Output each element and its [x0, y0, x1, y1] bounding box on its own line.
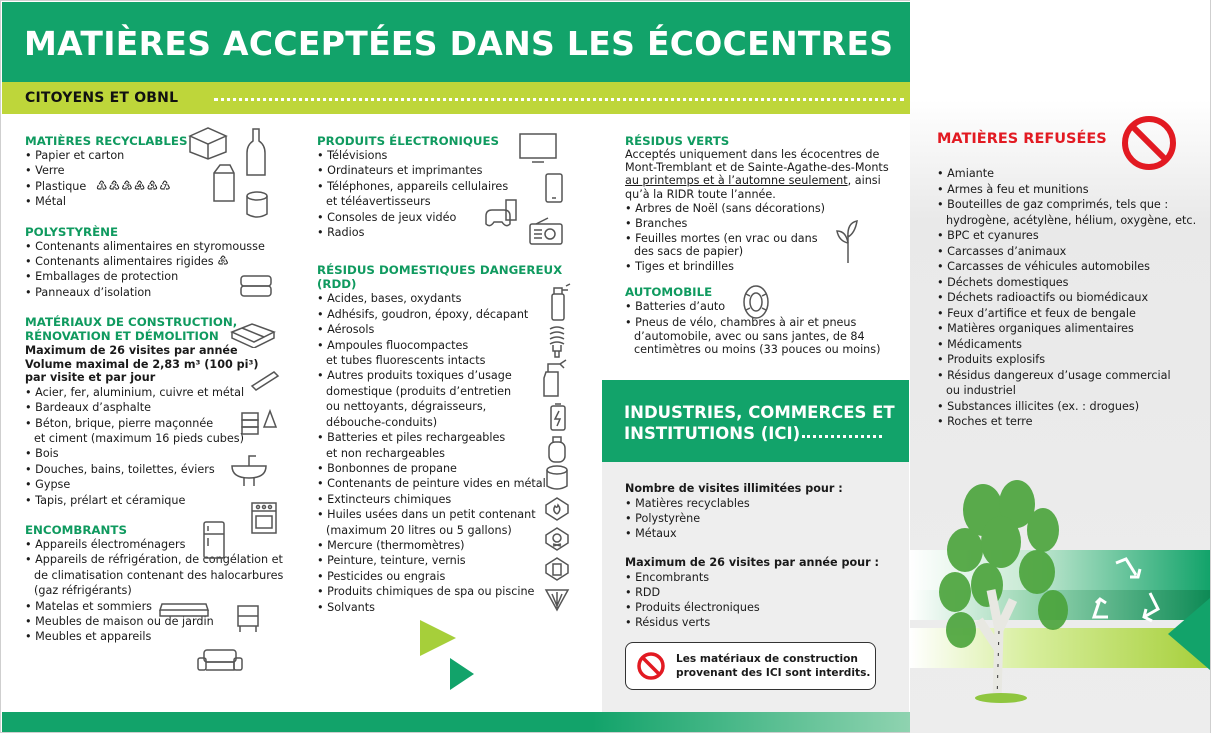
- side-arrow-icon: [1168, 598, 1210, 670]
- ici-unlimited-heading: Nombre de visites illimitées pour :: [625, 482, 843, 495]
- section-title-construction-1: MATÉRIAUX DE CONSTRUCTION,: [25, 315, 238, 330]
- list-item: • Emballages de protection: [25, 269, 280, 284]
- list-item: • Branches: [625, 216, 905, 231]
- list-item: • Ampoules fluocompactes: [317, 338, 577, 353]
- construction-rule-3: par visite et par jour: [25, 371, 156, 385]
- list-item-label: Contenants alimentaires rigides: [35, 255, 214, 269]
- ici-warning-text: [676, 652, 870, 680]
- column-citizens-3: [625, 134, 905, 357]
- ici-limited-heading: Maximum de 26 visites par année pour :: [625, 556, 880, 569]
- list-item: [25, 254, 280, 269]
- bottom-bar: [2, 712, 910, 732]
- list-item-cont: (gaz réfrigérants): [34, 584, 132, 598]
- dotted-rule: [802, 435, 882, 438]
- list-item: • Substances illicites (ex. : drogues): [937, 399, 1207, 415]
- can-icon: [243, 190, 271, 220]
- radio-icon: [528, 216, 564, 246]
- no-entry-icon: [636, 651, 666, 681]
- ici-warning-note: [625, 642, 876, 690]
- list-item: • Extincteurs chimiques: [317, 492, 577, 507]
- phone-icon: [544, 172, 564, 204]
- list-item: • Matières organiques alimentaires: [937, 321, 1207, 337]
- tv-icon: [518, 132, 558, 164]
- ici-title-2: INSTITUTIONS (ICI): [624, 424, 801, 443]
- list-item: • Encombrants: [625, 570, 895, 585]
- list-item: • Déchets radioactifs ou biomédicaux: [937, 290, 1207, 306]
- list-item: • Médicaments: [937, 337, 1207, 353]
- list-item: • Tiges et brindilles: [625, 259, 905, 274]
- list-item: • RDD: [625, 585, 895, 600]
- list-item: • Tapis, prélart et céramique: [25, 493, 280, 508]
- list-item: • Meubles et appareils: [25, 629, 280, 644]
- mattress-icon: [158, 600, 210, 620]
- arrow-dark-icon: [450, 658, 474, 690]
- recycle-icon: [1086, 555, 1166, 625]
- flammable-icon: [544, 496, 570, 522]
- list-item: • Produits explosifs: [937, 352, 1207, 368]
- list-item: • Métaux: [625, 526, 895, 541]
- list-item: • Aérosols: [317, 322, 577, 337]
- list-item-cont: d’automobile, avec ou sans jantes, de 84: [634, 329, 865, 343]
- list-item: • Produits chimiques de spa ou piscine: [317, 584, 577, 599]
- green-waste-note-3: [625, 174, 905, 187]
- list-item: • Matelas et sommiers: [25, 599, 280, 614]
- list-item: • Acides, bases, oxydants: [317, 291, 577, 306]
- list-item: • Pneus de vélo, chambres à air et pneus: [625, 316, 905, 330]
- bricks-icon: [240, 405, 278, 439]
- column-citizens-1: [25, 134, 284, 645]
- refused-list: [937, 166, 1207, 430]
- list-item: • Batteries et piles rechargeables: [317, 430, 577, 445]
- list-item-cont: hydrogène, acétylène, hélium, oxygène, etc.: [946, 213, 1197, 227]
- section-title-recyclables: MATIÈRES RECYCLABLES: [25, 134, 188, 148]
- list-item: • Feuilles mortes (en vrac ou dans: [625, 232, 905, 246]
- list-item: • Radios: [317, 225, 577, 240]
- column-citizens-2: [317, 134, 577, 615]
- list-item-cont: et téléavertisseurs: [326, 195, 431, 209]
- nightstand-icon: [236, 604, 260, 634]
- list-item: • Acier, fer, aluminium, cuivre et métal: [25, 385, 280, 400]
- list-item-cont: ou industriel: [946, 384, 1016, 397]
- list-item: • Meubles de maison ou de jardin: [25, 614, 280, 629]
- tire-icon: [740, 284, 772, 320]
- section-title-refused: MATIÈRES REFUSÉES: [937, 131, 1107, 147]
- green-waste-note-2: Mont-Tremblant et de Sainte-Agathe-des-Monts: [625, 161, 889, 175]
- list-item: • Consoles de jeux vidéo: [317, 210, 577, 225]
- ici-banner: [602, 380, 909, 462]
- section-title-green-waste: RÉSIDUS VERTS: [625, 134, 730, 148]
- foam-tray-icon: [238, 270, 274, 300]
- season-suffix: , ainsi: [847, 174, 881, 188]
- spray-icon: [548, 282, 572, 322]
- list-item: • Amiante: [937, 166, 1207, 182]
- list-item-cont: et tubes fluorescents intacts: [326, 354, 486, 368]
- list-item-cont: domestique (produits d’entretien: [326, 384, 512, 398]
- list-item: • Résidus dangereux d’usage commercial: [937, 368, 1207, 384]
- audience-label: CITOYENS ET OBNL: [25, 90, 179, 106]
- section-title-electronics: PRODUITS ÉLECTRONIQUES: [317, 134, 500, 148]
- list-item: • Papier et carton: [25, 148, 280, 163]
- section-title-polystyrene: POLYSTYRÈNE: [25, 224, 119, 239]
- list-item: • Métal: [25, 194, 280, 209]
- list-item: • Déchets domestiques: [937, 275, 1207, 291]
- header-banner: [2, 2, 910, 82]
- stove-icon: [250, 501, 278, 535]
- section-title-encombrants: ENCOMBRANTS: [25, 523, 127, 537]
- list-item: • Bouteilles de gaz comprimés, tels que :: [937, 197, 1207, 213]
- bulb-icon: [546, 325, 568, 359]
- season-underline: au printemps et à l’automne seulement: [625, 174, 848, 188]
- list-item-cont: (maximum 20 litres ou 5 gallons): [326, 523, 512, 537]
- list-item: • Douches, bains, toilettes, éviers: [25, 462, 280, 477]
- pallet-icon: [230, 322, 276, 348]
- list-item: • Pesticides ou engrais: [317, 569, 577, 584]
- arrow-light-icon: [420, 620, 456, 656]
- ici-content: [625, 481, 895, 630]
- no-entry-icon: [1120, 114, 1178, 172]
- list-item: • Bardeaux d’asphalte: [25, 400, 280, 415]
- construction-rule-2: Volume maximal de 2,83 m³ (100 pi³): [25, 357, 259, 371]
- ici-warning-line-2: provenant des ICI sont interdits.: [676, 667, 871, 679]
- ici-title-1: INDUSTRIES, COMMERCES ET: [624, 403, 895, 422]
- leaf-icon: [833, 215, 863, 265]
- list-item: • Gypse: [25, 477, 280, 492]
- spray-bottle-icon: [540, 358, 570, 398]
- page-title: MATIÈRES ACCEPTÉES DANS LES ÉCOCENTRES: [24, 24, 894, 63]
- list-item: • Adhésifs, goudron, époxy, décapant: [317, 307, 577, 322]
- green-waste-note-4: qu’à la RIDR toute l’année.: [625, 187, 776, 201]
- list-item: • Ordinateurs et imprimantes: [317, 163, 577, 178]
- list-item: • Verre: [25, 163, 280, 178]
- list-item-label: Plastique: [35, 179, 87, 193]
- skull-icon: [544, 526, 570, 552]
- list-item: • Appareils de réfrigération, de congélation et: [25, 552, 280, 567]
- list-item: [25, 179, 280, 194]
- propane-icon: [546, 434, 568, 464]
- sink-icon: [230, 452, 268, 488]
- list-item: • Mercure (thermomètres): [317, 538, 577, 553]
- list-item: • Arbres de Noël (sans décorations): [625, 201, 905, 216]
- bottle-icon: [245, 127, 267, 177]
- list-item: • Feux d’artifice et feux de bengale: [937, 306, 1207, 322]
- tree-icon: [935, 480, 1075, 705]
- construction-rule-1: Maximum de 26 visites par année: [25, 344, 238, 358]
- pesticide-icon: [544, 556, 570, 582]
- battery-icon: [548, 402, 568, 432]
- list-item: • Contenants alimentaires en styromousse: [25, 239, 280, 254]
- list-item: • Panneaux d’isolation: [25, 285, 280, 300]
- list-item: • Résidus verts: [625, 615, 895, 630]
- ici-warning-line-1: Les matériaux de construction: [676, 653, 858, 665]
- section-title-rdd: RÉSIDUS DOMESTIQUES DANGEREUX (RDD): [317, 263, 563, 292]
- list-item: • Bonbonnes de propane: [317, 461, 577, 476]
- ps-code-icon: ♸: [217, 254, 229, 270]
- plastic-codes-icon: ♳♴♵♶♷♹: [95, 178, 172, 194]
- list-item: • Appareils électroménagers: [25, 537, 280, 552]
- list-item-cont: débouche-conduits): [326, 415, 438, 429]
- list-item-cont: ou nettoyants, dégraisseurs,: [326, 400, 487, 414]
- list-item: • Roches et terre: [937, 414, 1207, 430]
- section-title-automobile: AUTOMOBILE: [625, 285, 713, 300]
- list-item-cont: de climatisation contenant des halocarbures: [34, 568, 284, 582]
- list-item: • Bois: [25, 446, 280, 461]
- list-item-cont: des sacs de papier): [634, 245, 744, 259]
- list-item: • Béton, brique, pierre maçonnée: [25, 416, 280, 431]
- list-item: • Contenants de peinture vides en métal: [317, 476, 577, 491]
- fridge-icon: [202, 520, 226, 560]
- list-item: • Autres produits toxiques d’usage: [317, 368, 577, 383]
- list-item: • Polystyrène: [625, 511, 895, 526]
- list-item: • Matières recyclables: [625, 496, 895, 511]
- list-item: • Carcasses d’animaux: [937, 244, 1207, 260]
- list-item: • Peinture, teinture, vernis: [317, 553, 577, 568]
- list-item-cont: et non rechargeables: [326, 446, 445, 460]
- plank-icon: [250, 368, 280, 392]
- green-waste-note-1: Acceptés uniquement dans les écocentres de: [625, 148, 880, 161]
- recycling-box-icon: [186, 124, 230, 160]
- brush-icon: [544, 588, 570, 612]
- list-item: • Produits électroniques: [625, 600, 895, 615]
- list-item-cont: centimètres ou moins (33 pouces ou moins): [634, 343, 881, 357]
- list-item: • Huiles usées dans un petit contenant: [317, 507, 577, 522]
- subtitle-bar: [2, 82, 910, 114]
- list-item: • Télévisions: [317, 148, 577, 163]
- list-item: • Armes à feu et munitions: [937, 182, 1207, 198]
- section-title-construction-2: RÉNOVATION ET DÉMOLITION: [25, 329, 219, 344]
- list-item: • Téléphones, appareils cellulaires: [317, 179, 577, 194]
- list-item: • Batteries d’auto: [625, 299, 905, 314]
- dotted-rule: [214, 98, 904, 101]
- list-item: • Carcasses de véhicules automobiles: [937, 259, 1207, 275]
- list-item: • Solvants: [317, 600, 577, 615]
- list-item: • BPC et cyanures: [937, 228, 1207, 244]
- list-item-cont: et ciment (maximum 16 pieds cubes): [34, 431, 244, 445]
- gamepad-icon: [484, 198, 520, 230]
- milk-carton-icon: [210, 163, 236, 203]
- sofa-icon: [196, 646, 244, 676]
- paint-can-icon: [544, 464, 570, 492]
